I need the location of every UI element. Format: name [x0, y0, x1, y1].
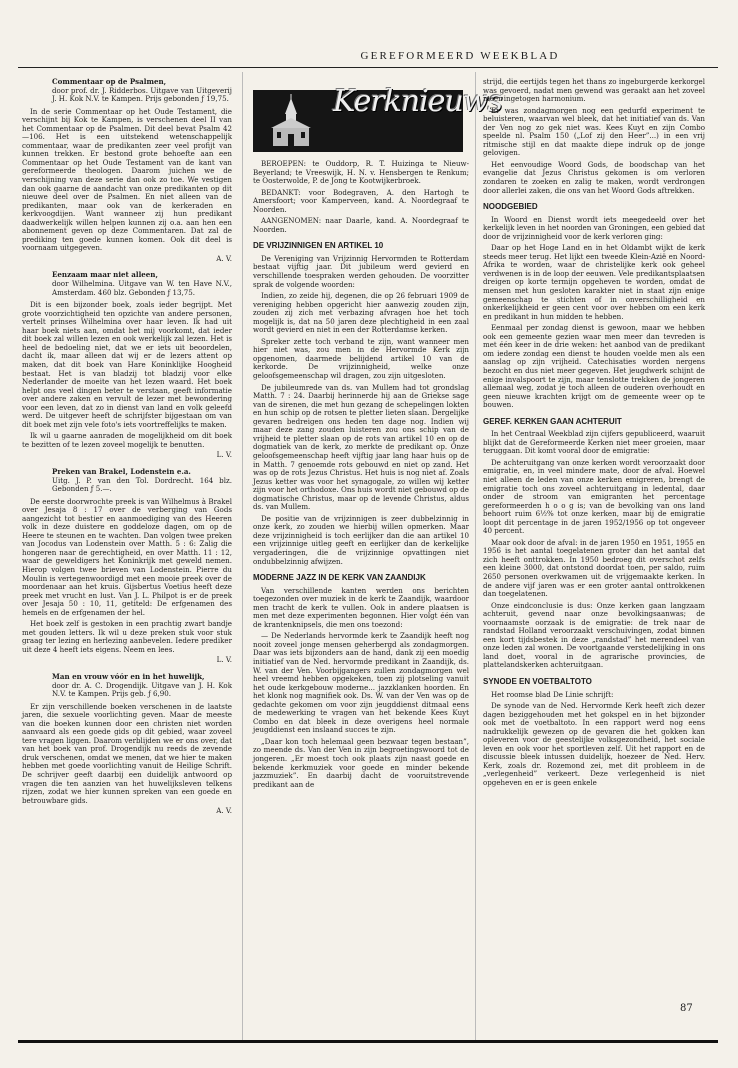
- paragraph: In Woord en Dienst wordt iets meegedeeld over het kerkelijk leven in het noorden van Groningen, een gebied dat door de vrijzinnigheid voor de kerk verloren ging:: [483, 214, 705, 241]
- paragraph: De Vereniging van Vrijzinnig Hervormden te Rotterdam bestaat vijftig jaar. Dit jubileum werd gevierd en verschillende toespraken werden gehouden. De voorzitter sprak de volgende woorden:: [253, 253, 469, 289]
- review-title: Man en vrouw vóór en in het huwelijk,: [52, 672, 205, 681]
- paragraph: Eenmaal per zondag dienst is gewoon, maar we hebben ook een gemeente gezien waar men meer dan tevreden is met één keer in de drie weken: het aanbod van de predikant om iedere zondag een dienst te houden voelde men als een aanslag op zijn vrijheid. Catechisaties worden nergens bezocht en dus niet meer gegeven. Het jeugdwerk schijnt de enige invalspoort te zijn, maar tenslotte trekken de jongeren allemaal weg, zodat je toch alleen de ouderen overhoudt en geen nieuwe krachten krijgt om de gemeente weer op te bouwen.: [483, 323, 705, 410]
- announcement-beroepen: BEROEPEN: te Ouddorp, R. T. Huizinga te Nieuw-Beyerland; te Vreeswijk, H. N. v. Hensbergen te Renkum; te Oosterwolde, P. de Jong te Kootwijkerbroek.: [253, 159, 469, 186]
- paragraph: Spreker zette toch verband te zijn, want wanneer men hier niet was, zou men in de Hervormde Kerk zijn opgenomen, daarmede belijdend artikel 10 van de kerkorde. De vrijzinnigheid, welke onze geloofsgemeenschap wil dragen, zou zijn uitgesloten.: [253, 336, 469, 381]
- church-icon: [261, 94, 321, 150]
- page-number: 87: [680, 1003, 693, 1014]
- banner-title: Kerknieuws: [333, 84, 502, 119]
- section-heading: DE VRIJZINNIGEN EN ARTIKEL 10: [253, 241, 384, 251]
- section-heading: NOODGEBIED: [483, 202, 538, 212]
- review-title: Eenzaam maar niet alleen,: [52, 270, 158, 280]
- column-1: [22, 78, 232, 824]
- footer-rule: [18, 1040, 718, 1043]
- header-rule: [18, 67, 718, 68]
- paragraph: Daar op het Hoge Land en in het Oldambt wijkt de kerk steeds meer terug. Het lijkt een tweede Klein-Azië en Noord-Afrika te worden, waar de christelijke kerk ook geheel verdwenen is in de loop der eeuwen. Vele predikantsplaatsen dreigen op korte termijn opgeheven te worden, omdat de mensen met hun gesloten karakter niet in staat zijn enige gemeenschap te stichten of in onverschilligheid en onkerkelijkheid er geen cent voor over hebben om een kerk en predikant in hun midden te hebben.: [483, 243, 705, 321]
- paragraph: Er zijn verschillende boeken verschenen in de laatste jaren, die sexuele voorlichting geven. Maar de meeste van die boeken kunnen door een christen niet worden aanvaard als een goede gids op dit gebied, waar zoveel tere vragen liggen. Daarom verblijden we er ons over, dat van het boek van prof. Drogendijk nu reeds de zevende druk verschenen, omdat we menen, dat we hier te maken hebben met goede voorlichting vanuit de Heilige Schrift. De schrijver geeft daarbij een duidelijk antwoord op vragen die ten aanzien van het huwelijksleven telkens rijzen, zodat we hier kunnen spreken van een goede en betrouwbare gids.: [22, 701, 232, 805]
- announcement-aangenomen: AANGENOMEN: naar Daarle, kand. A. Noordegraaf te Noorden.: [253, 216, 469, 234]
- review-meta: door prof. dr. J. Ridderbos. Uitgave van Uitgeverij J. H. Kok N.V. te Kampen. Prijs gebonden ƒ 19,75.: [52, 85, 232, 104]
- paragraph: Ik wil u gaarne aanraden de mogelijkheid om dit boek te bezitten of te lezen zoveel mogelijk te benutten.: [22, 431, 232, 449]
- paragraph: Het boek zelf is gestoken in een prachtig zwart bandje met gouden letters. Ik wil u deze preken stuk voor stuk graag ter lezing en herlezing aanbevelen. Iedere prediker uit deze 4 heeft iets eigens. Neem en lees.: [22, 619, 232, 654]
- paragraph: Dit is een bijzonder boek, zoals ieder begrijpt. Met grote voorzichtigheid ten opzichte van andere personen, vertelt prinses Wilhelmina over haar leven. Ik had uit haar boek niets aan, omdat het mij voorkomt, dat ieder dit boek zal willen lezen en ook werkelijk zal lezen. Het is heel de bedoeling niet, dat we er iets uit beoordelen, dacht ik, maar alleen dat wij er de lezers attent op maken, dat dit boek van Hare Koninklijke Hoogheid bestaat. Het is van bladzij tot bladzij voor elke Nederlander de moeite van het lezen waard. Het boek helpt ons veel dingen beter te verstaan, geeft informatie over andere zaken en vervult de lezer met bewondering voor een leven, dat zo in dienst van land en volk geleefd werd. De uitgever heeft de schrijfster bijgestaan om van dit boek met zijn vele foto's iets voortreffelijks te maken.: [22, 300, 232, 429]
- section-heading: GEREF. KERKEN GAAN ACHTERUIT: [483, 416, 622, 426]
- column-3: [483, 78, 705, 791]
- paragraph: De jubileumrede van ds. van Mullem had tot grondslag Matth. 7 : 24. Daarbij herinnerde hij aan de Griekse sage van de sirenen, die met hun gezang de schepelingen lokten en hun schip op de rotsen te pletter lieten slaan. Dergelijke gevaren bedreigen ons heden ten dage nog. Indien wij maar deze zang zouden luisteren zou ons schip van de vrijheid te pletter slaan op de rots van artikel 10 en op de dogmatiek van de kerk, zo merkte de predikant op. Onze geloofsgemeenschap heeft vijftig jaar lang haar huis op de in Matth. 7 genoemde rots gebouwd en niet op zand. Het was op de rots Jezus Christus. Het huis is nog niet af. Zoals Jezus ketter was voor het synagogale, zo willen wij ketter zijn voor het orthodoxe. Ons huis wordt niet gebouwd op de dogmatische Christus, maar op de levende Christus, aldus ds. van Mullem.: [253, 382, 469, 512]
- paragraph: Indien, zo zeide hij, degenen, die op 26 februari 1909 de vereniging hebben opgericht hier aanwezig zouden zijn, zouden zij zich met verbazing afvragen hoe het toch mogelijk is, dat na 50 jaren deze plechtigheid in een zaal wordt gevierd en niet in een der Rotterdamse kerken.: [253, 291, 469, 335]
- paragraph: Er was zondagmorgen nog een gedurfd experiment te beluisteren, waarvan wel bleek, dat het initiatief van ds. Van der Ven nog zo gek niet was. Kees Kuyt en zijn Combo speelde nl. Psalm 150 („Lof zij den Heer”...) in een vrij ritmische stijl en dat maakte diepe indruk op de jonge gelovigen.: [483, 105, 705, 158]
- paragraph: Maar ook door de afval: in de jaren 1950 en 1951, 1955 en 1956 is het aantal toegelatenen groter dan het aantal dat zich heeft onttrokken. In 1950 bedroeg dit overschot zelfs een kleine 3000, dat ontstond doordat toen, per saldo, ruim 2650 personen overkwamen uit de vrijgemaakte kerken. In de andere vijf jaren was er een groter aantal onttrokkenen dan toegelatenen.: [483, 537, 705, 599]
- section-heading: MODERNE JAZZ IN DE KERK VAN ZAANDIJK: [253, 573, 426, 583]
- column-divider: [242, 72, 243, 1042]
- kerknieuws-banner: [253, 84, 502, 152]
- signature: A. V.: [216, 253, 232, 263]
- column-2: [253, 84, 502, 792]
- paragraph: In de serie Commentaar op het Oude Testament, die verschijnt bij Kok te Kampen, is verschenen deel II van het Commentaar op de Psalmen. Dit deel bevat Psalm 42—106. Het is een uitstekend wetenschappelijk commentaar, waar de predikanten zeer veel profijt van kunnen trekken. Er bestond grote behoefte aan een Commentaar op het Oude Testament van de kant van gereformeerde theologen. Daarom juichen we de verschijning van deze serie dan ook zo toe. We vestigen dan ook gaarne de aandacht van onze predikanten op dit nieuwe deel over de Psalmen. En niet alleen van de predikanten, maar ook van de kerkeraden en kerkvoogdijen. Want wanneer zij hun predikant daadwerkelijk willen helpen kunnen zij o.a. aan hen een abonnement geven op deze Commentaren. Dat zal de prediking ten goede kunnen komen. Ook dit deel is voornaam uitgegeven.: [22, 106, 232, 253]
- review-meta: Uitg. J. P. van den Tol. Dordrecht. 164 blz. Gebonden ƒ 5.—.: [52, 475, 232, 494]
- paragraph: „Daar kon toch helemaal geen bezwaar tegen bestaan”, zo meende ds. Van der Ven in zijn begroetingswoord tot de jongeren. „Er moest toch ook plaats zijn naast goede en bekende kerkmuziek voor goede en minder bekende jazzmuziek”. En daarbij dacht de vooruitstrevende predikant aan de: [253, 736, 469, 789]
- paragraph: Het eenvoudige Woord Gods, de boodschap van het evangelie dat Jezus Christus gekomen is om verloren zondaren te zoeken en zalig te maken, wordt verdrongen door allerlei zaken, die ons van het Woord Gods aftrekken.: [483, 159, 705, 195]
- paragraph: De achteruitgang van onze kerken wordt veroorzaakt door emigratie, en, in veel mindere mate, door de afval. Hoewel niet alleen de leden van onze kerken emigreren, brengt de emigratie toch ons zoveel achteruitgang in ledental, daar onder de stroom van emigranten het percentage gereformeerden h o o g is; van de bevolking van ons land behoort ruim 6½% tot onze kerken, maar bij de emigratie loopt dit percentage in de jaren 1952/1956 op tot ongeveer 40 percent.: [483, 457, 705, 536]
- paragraph: Van verschillende kanten werden ons berichten toegezonden over muziek in de kerk te Zaandijk, waardoor men tracht de kerk te vullen. Ook in andere plaatsen is men met deze experimenten begonnen. Hier volgt één van de krantenknipsels, die men ons toezond:: [253, 585, 469, 629]
- review-meta: door Wilhelmina. Uitgave van W. ten Have N.V., Amsterdam. 460 blz. Gebonden ƒ 13,75.: [52, 279, 232, 297]
- paragraph: De synode van de Ned. Hervormde Kerk heeft zich dezer dagen beziggehouden met het gokspel en in het bijzonder ook met de voetbaltoto. In een rapport werd nog eens nadrukkelijk gewezen op de gevaren die het gokken kan opleveren voor de geestelijke volksgezondheid, het sociale leven en ook voor het sportleven zelf. Uit het rapport en de discussie bleek intussen duidelijk, hoezeer de Ned. Herv. Kerk, zoals dr. Rozemond zei, met dit probleem in de „verlegenheid” verkeert. Deze verlegenheid is niet opgeheven en er is geen enkele: [483, 701, 705, 788]
- review-meta: door dr. A. C. Drogendijk. Uitgave van J. H. Kok N.V. te Kampen. Prijs geb. ƒ 6,90.: [52, 680, 232, 699]
- review-title: Commentaar op de Psalmen,: [52, 77, 167, 86]
- paragraph: Onze eindconclusie is dus: Onze kerken gaan langzaam achteruit, gevend naar onze bevolkingsaanwas; de voornaamste oorzaak is de emigratie: de trek naar de randstad Holland veroorzaakt verschuivingen, zodat binnen een kort tijdsbestek in deze „randstad” het merendeel van onze leden zal wonen. De voortgaande verstedelijking in ons land doet, vooral in de agrarische provincies, de plattelandskerken achteruitgaan.: [483, 600, 705, 670]
- section-heading: SYNODE EN VOETBALTOTO: [483, 677, 592, 686]
- paragraph: De positie van de vrijzinnigen is zeer dubbelzinnig in onze kerk, zo zouden we hierbij willen opmerken. Maar deze vrijzinnigheid is toch eerlijker dan die aan artikel 10 een vrijzinnige uitleg geeft en eerlijker dan de kerkelijke vergaderingen, die de vrijzinnige opvattingen niet ondubbelzinnig afwijzen.: [253, 513, 469, 566]
- review-title: Preken van Brakel, Lodenstein e.a.: [52, 466, 191, 476]
- signature: L. V.: [216, 450, 232, 460]
- announcement-bedankt: BEDANKT: voor Bodegraven, A. den Hartogh te Amersfoort; voor Kamperveen, kand. A. Noordegraaf te Noorden.: [253, 187, 469, 214]
- running-header: GEREFORMEERD WEEKBLAD: [360, 50, 560, 62]
- paragraph: Het roomse blad De Linie schrijft:: [491, 689, 614, 699]
- paragraph: — De Nederlands hervormde kerk te Zaandijk heeft nog nooit zoveel jonge mensen geherbergd als zondagmorgen. Daar was iets bijzonders aan de hand, dank zij een moedig initiatief van de Ned. hervormde predikant in Zaandijk, ds. W. van der Ven. Voorbijgangers zullen zondagmorgen wel heel vreemd hebben opgekeken, toen zij plotseling vanuit het oude kerkgebouw moderne... jazzklanken hoorden. En het klonk nog magnifiek ook. Ds. W. van der Ven was op de gedachte gekomen om voor zijn jeugddienst ditmaal eens de medewerking te vragen van het bekende Kees Kuyt Combo en dat bleek in deze overigens heel normale jeugddienst een inslaand succes te zijn.: [253, 631, 469, 735]
- paragraph: In het Centraal Weekblad zijn cijfers gepubliceerd, waaruit blijkt dat de Gereformeerde Kerken niet meer groeien, maar teruggaan. Dit komt vooral door de emigratie:: [483, 429, 705, 456]
- column-divider: [475, 72, 476, 1042]
- signature: L. V.: [216, 655, 232, 665]
- signature: A. V.: [216, 806, 232, 816]
- paragraph: strijd, die eertijds tegen het thans zo ingeburgerde kerkorgel was gevoerd, nadat men gewend was geraakt aan het zoveel meer ingetogen harmonium.: [483, 77, 705, 104]
- paragraph: De eerste doorwrochte preek is van Wilhelmus à Brakel over Jesaja 8 : 17 over de verberging van Gods aangezicht tot bestier en aanmoediging van des Heeren volk in deze duistere en goddeloze dagen, om op de Heere te steunen en te wachten. Dan volgen twee preken van Jocodus van Lodenstein over Matth. 5 : 6: Zalig die hongeren naar de gerechtigheid, en over Matth. 11 : 12, waar de geweldigers het Koninkrijk met geweld nemen. Hierop volgen twee brieven van Lodenstein. Pierre du Moulin is vertegenwoordigd met een mooie preek over de moordenaar aan het kruis. Gijsbertus Voetius heeft deze preek met vrucht en lust. Van J. L. Philpot is er de preek over Jesaja 50 : 10, 11, getiteld: De erfgenamen des hemels en de erfgenamen der hel.: [22, 496, 232, 617]
